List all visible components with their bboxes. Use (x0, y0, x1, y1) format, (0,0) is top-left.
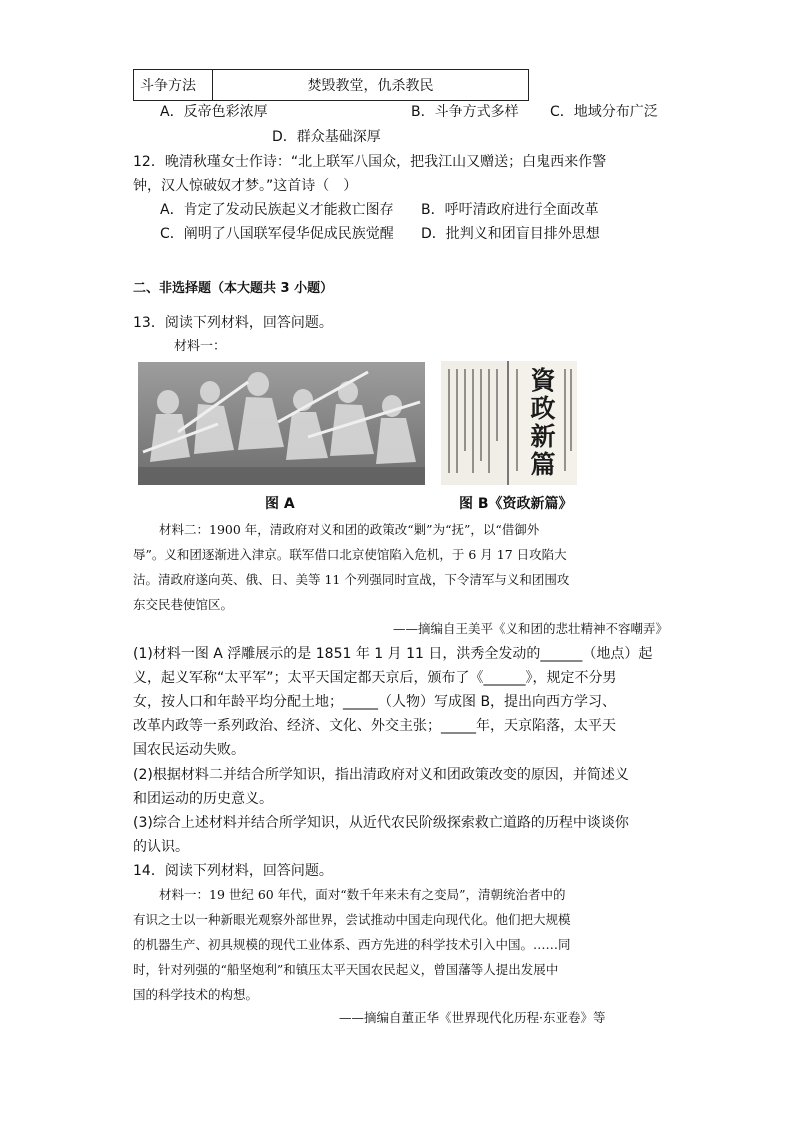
section-2-title: 二、非选择题（本大题共 3 小题） (133, 281, 334, 296)
table-value-cell: 焚毁教堂，仇杀教民 (213, 70, 529, 101)
q13-part-1-line-3: 女，按人口和年龄平均分配土地；_____（人物）写成图 B，提出向西方学习、 (133, 694, 617, 710)
q14-material-1-line-5: 国的科学技术的构想。 (133, 987, 259, 1002)
q13-material-1-label: 材料一： (174, 339, 227, 354)
q13-part-1-line-1: (1)材料一图 A 浮雕展示的是 1851 年 1 月 11 日，洪秀全发动的______（地点）起 (133, 646, 653, 662)
q11-option-b[interactable]: B．斗争方式多样 (411, 104, 519, 120)
q11-option-d[interactable]: D．群众基础深厚 (272, 129, 381, 145)
q12-option-d[interactable]: D．批判义和团盲目排外思想 (421, 226, 600, 242)
q14-material-1-line-3: 的机器生产、初具规模的现代工业体系、西方先进的科学技术引入中国。……同 (133, 937, 571, 952)
q11-option-a[interactable]: A．反帝色彩浓厚 (160, 104, 268, 120)
q13-part-1-line-4: 改革内政等一系列政治、经济、文化、外交主张；_____年，天京陷落，太平天 (133, 718, 616, 734)
question-11-table (133, 69, 529, 101)
figure-b-title-text: 資政新篇 (530, 366, 556, 479)
q14-material-1-line-1: 材料一：19 世纪 60 年代，面对“数千年来未有之变局”，清朝统治者中的 (159, 887, 566, 902)
figure-a-relief-image (138, 362, 425, 485)
q13-material-2-line-3: 沽。清政府遂向英、俄、日、美等 11 个列强同时宣战，下令清军与义和团围攻 (133, 572, 570, 587)
q13-material-2-line-2: 辱”。义和团逐渐进入津京。联军借口北京使馆陷入危机，于 6 月 17 日攻陷大 (133, 547, 567, 562)
q12-stem-line-2: 钟，汉人惊破奴才梦。”这首诗（ ） (133, 178, 358, 194)
q13-part-2-line-2: 和团运动的历史意义。 (133, 791, 273, 807)
figure-b-book-image (441, 361, 577, 485)
q13-part-3-line-1: (3)综合上述材料并结合所学知识，从近代农民阶级探索救亡道路的历程中谈谈你 (133, 815, 629, 831)
q13-part-3-line-2: 的认识。 (133, 839, 189, 855)
figure-b-caption: 图 B《资政新篇》 (459, 496, 573, 512)
q14-material-1-source: ——摘编自董正华《世界现代化历程·东亚卷》等 (339, 1010, 606, 1025)
q11-option-c[interactable]: C．地域分布广泛 (550, 104, 658, 120)
q12-stem-line-1: 12．晚清秋瑾女士作诗：“北上联军八国众，把我江山又赠送；白鬼西来作警 (133, 154, 607, 170)
q13-stem: 13．阅读下列材料，回答问题。 (133, 315, 333, 331)
q12-option-c[interactable]: C．阐明了八国联军侵华促成民族觉醒 (160, 226, 394, 242)
q14-material-1-line-4: 时，针对列强的“船坚炮利”和镇压太平天国农民起义，曾国藩等人提出发展中 (133, 962, 559, 977)
q13-material-2-line-4: 东交民巷使馆区。 (133, 597, 234, 612)
q14-stem: 14．阅读下列材料，回答问题。 (133, 863, 333, 879)
q12-option-b[interactable]: B．呼吁清政府进行全面改革 (421, 202, 599, 218)
q13-material-2-source: ——摘编自王美平《义和团的悲壮精神不容嘲弄》 (393, 621, 669, 636)
figure-a-caption: 图 A (265, 496, 295, 512)
q13-part-1-line-5: 国农民运动失败。 (133, 742, 245, 758)
q13-part-2-line-1: (2)根据材料二并结合所学知识，指出清政府对义和团政策改变的原因，并简述义 (133, 767, 629, 783)
q13-material-2-line-1: 材料二：1900 年，清政府对义和团的政策改“剿”为“抚”，以“借御外 (159, 522, 540, 537)
q13-part-1-line-2: 义，起义军称“太平军”；太平天国定都天京后，颁布了《______》，规定不分男 (133, 670, 617, 686)
table-label-cell: 斗争方法 (134, 70, 213, 101)
q14-material-1-line-2: 有识之士以一种新眼光观察外部世界，尝试推动中国走向现代化。他们把大规模 (133, 912, 571, 927)
q12-option-a[interactable]: A．肯定了发动民族起义才能救亡图存 (160, 202, 394, 218)
